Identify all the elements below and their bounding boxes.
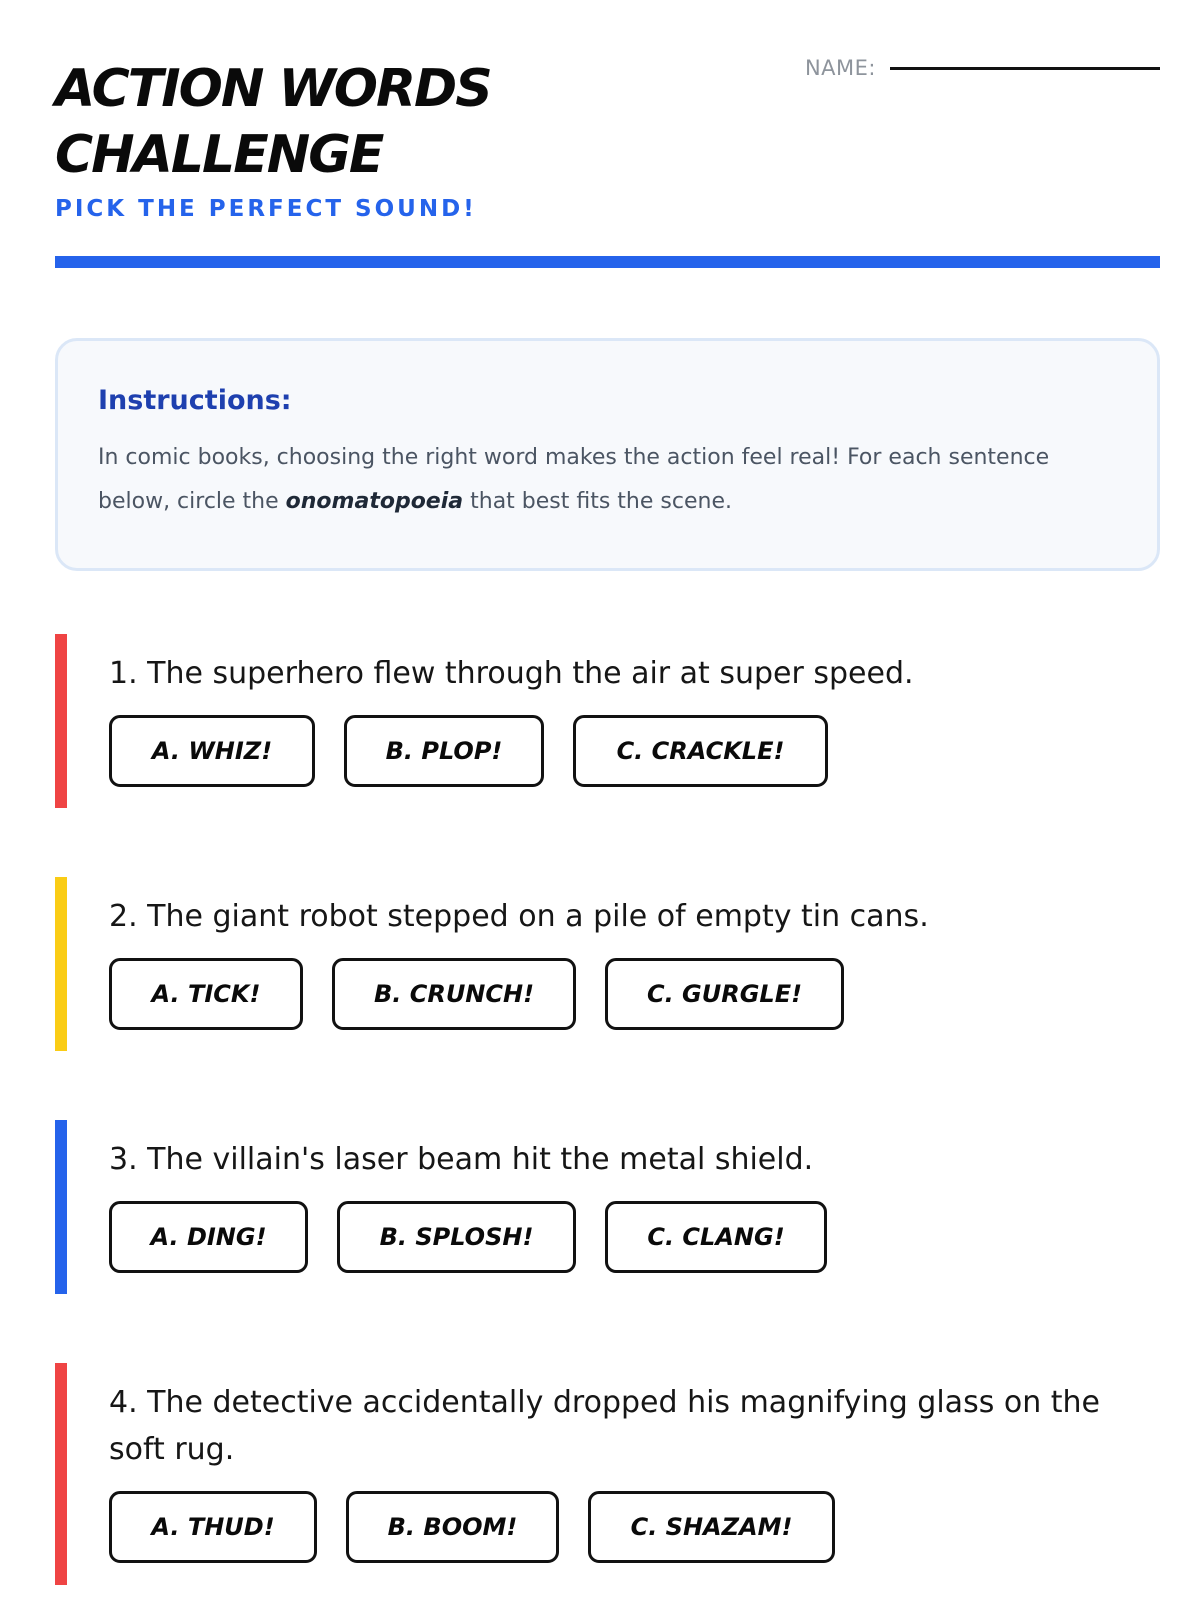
question-2 — [55, 877, 1160, 1051]
instructions-title: Instructions: — [98, 385, 292, 416]
question-3-option-c[interactable]: C. CLANG! — [605, 1201, 827, 1273]
instructions-text — [98, 436, 1058, 524]
question-1-option-b[interactable]: B. PLOP! — [344, 715, 544, 787]
question-1-option-a[interactable]: A. WHIZ! — [109, 715, 315, 787]
question-4-option-c[interactable]: C. SHAZAM! — [588, 1491, 835, 1563]
question-4-accent-bar — [55, 1363, 67, 1585]
question-2-option-c[interactable]: C. GURGLE! — [605, 958, 844, 1030]
question-2-text: 2. The giant robot stepped on a pile of empty tin cans. — [109, 899, 929, 934]
question-4-text: 4. The detective accidentally dropped his magnifying glass on the soft rug. — [109, 1385, 1100, 1467]
name-area — [805, 56, 1160, 80]
question-2-option-a[interactable]: A. TICK! — [109, 958, 303, 1030]
question-3 — [55, 1120, 1160, 1294]
instructions-box — [55, 338, 1160, 571]
question-3-option-a[interactable]: A. DING! — [109, 1201, 308, 1273]
question-1-option-c[interactable]: C. CRACKLE! — [573, 715, 828, 787]
question-3-option-b[interactable]: B. SPLOSH! — [337, 1201, 576, 1273]
question-2-options — [109, 958, 1160, 1030]
header — [55, 56, 1160, 222]
question-1-accent-bar — [55, 634, 67, 808]
question-4-options — [109, 1491, 1160, 1563]
question-1 — [55, 634, 1160, 808]
page-title: ACTION WORDS CHALLENGE — [55, 59, 491, 185]
page-subtitle: PICK THE PERFECT SOUND! — [55, 196, 477, 222]
question-1-options — [109, 715, 1160, 787]
name-label: NAME: — [804, 56, 876, 80]
question-3-accent-bar — [55, 1120, 67, 1294]
question-4-option-b[interactable]: B. BOOM! — [346, 1491, 559, 1563]
instructions-text-before: In comic books, choosing the right word makes the action feel real! For each sentence below, circle the — [98, 445, 1050, 514]
instructions-emphasis: onomatopoeia — [285, 489, 464, 514]
header-divider — [55, 256, 1160, 268]
question-4 — [55, 1363, 1160, 1585]
question-3-text: 3. The villain's laser beam hit the metal shield. — [109, 1142, 814, 1177]
question-3-options — [109, 1201, 1160, 1273]
question-1-text: 1. The superhero flew through the air at super speed. — [109, 656, 914, 691]
instructions-text-after: that best fits the scene. — [463, 489, 732, 514]
question-2-accent-bar — [55, 877, 67, 1051]
name-write-line[interactable] — [890, 67, 1160, 70]
question-2-option-b[interactable]: B. CRUNCH! — [332, 958, 576, 1030]
question-4-option-a[interactable]: A. THUD! — [109, 1491, 317, 1563]
